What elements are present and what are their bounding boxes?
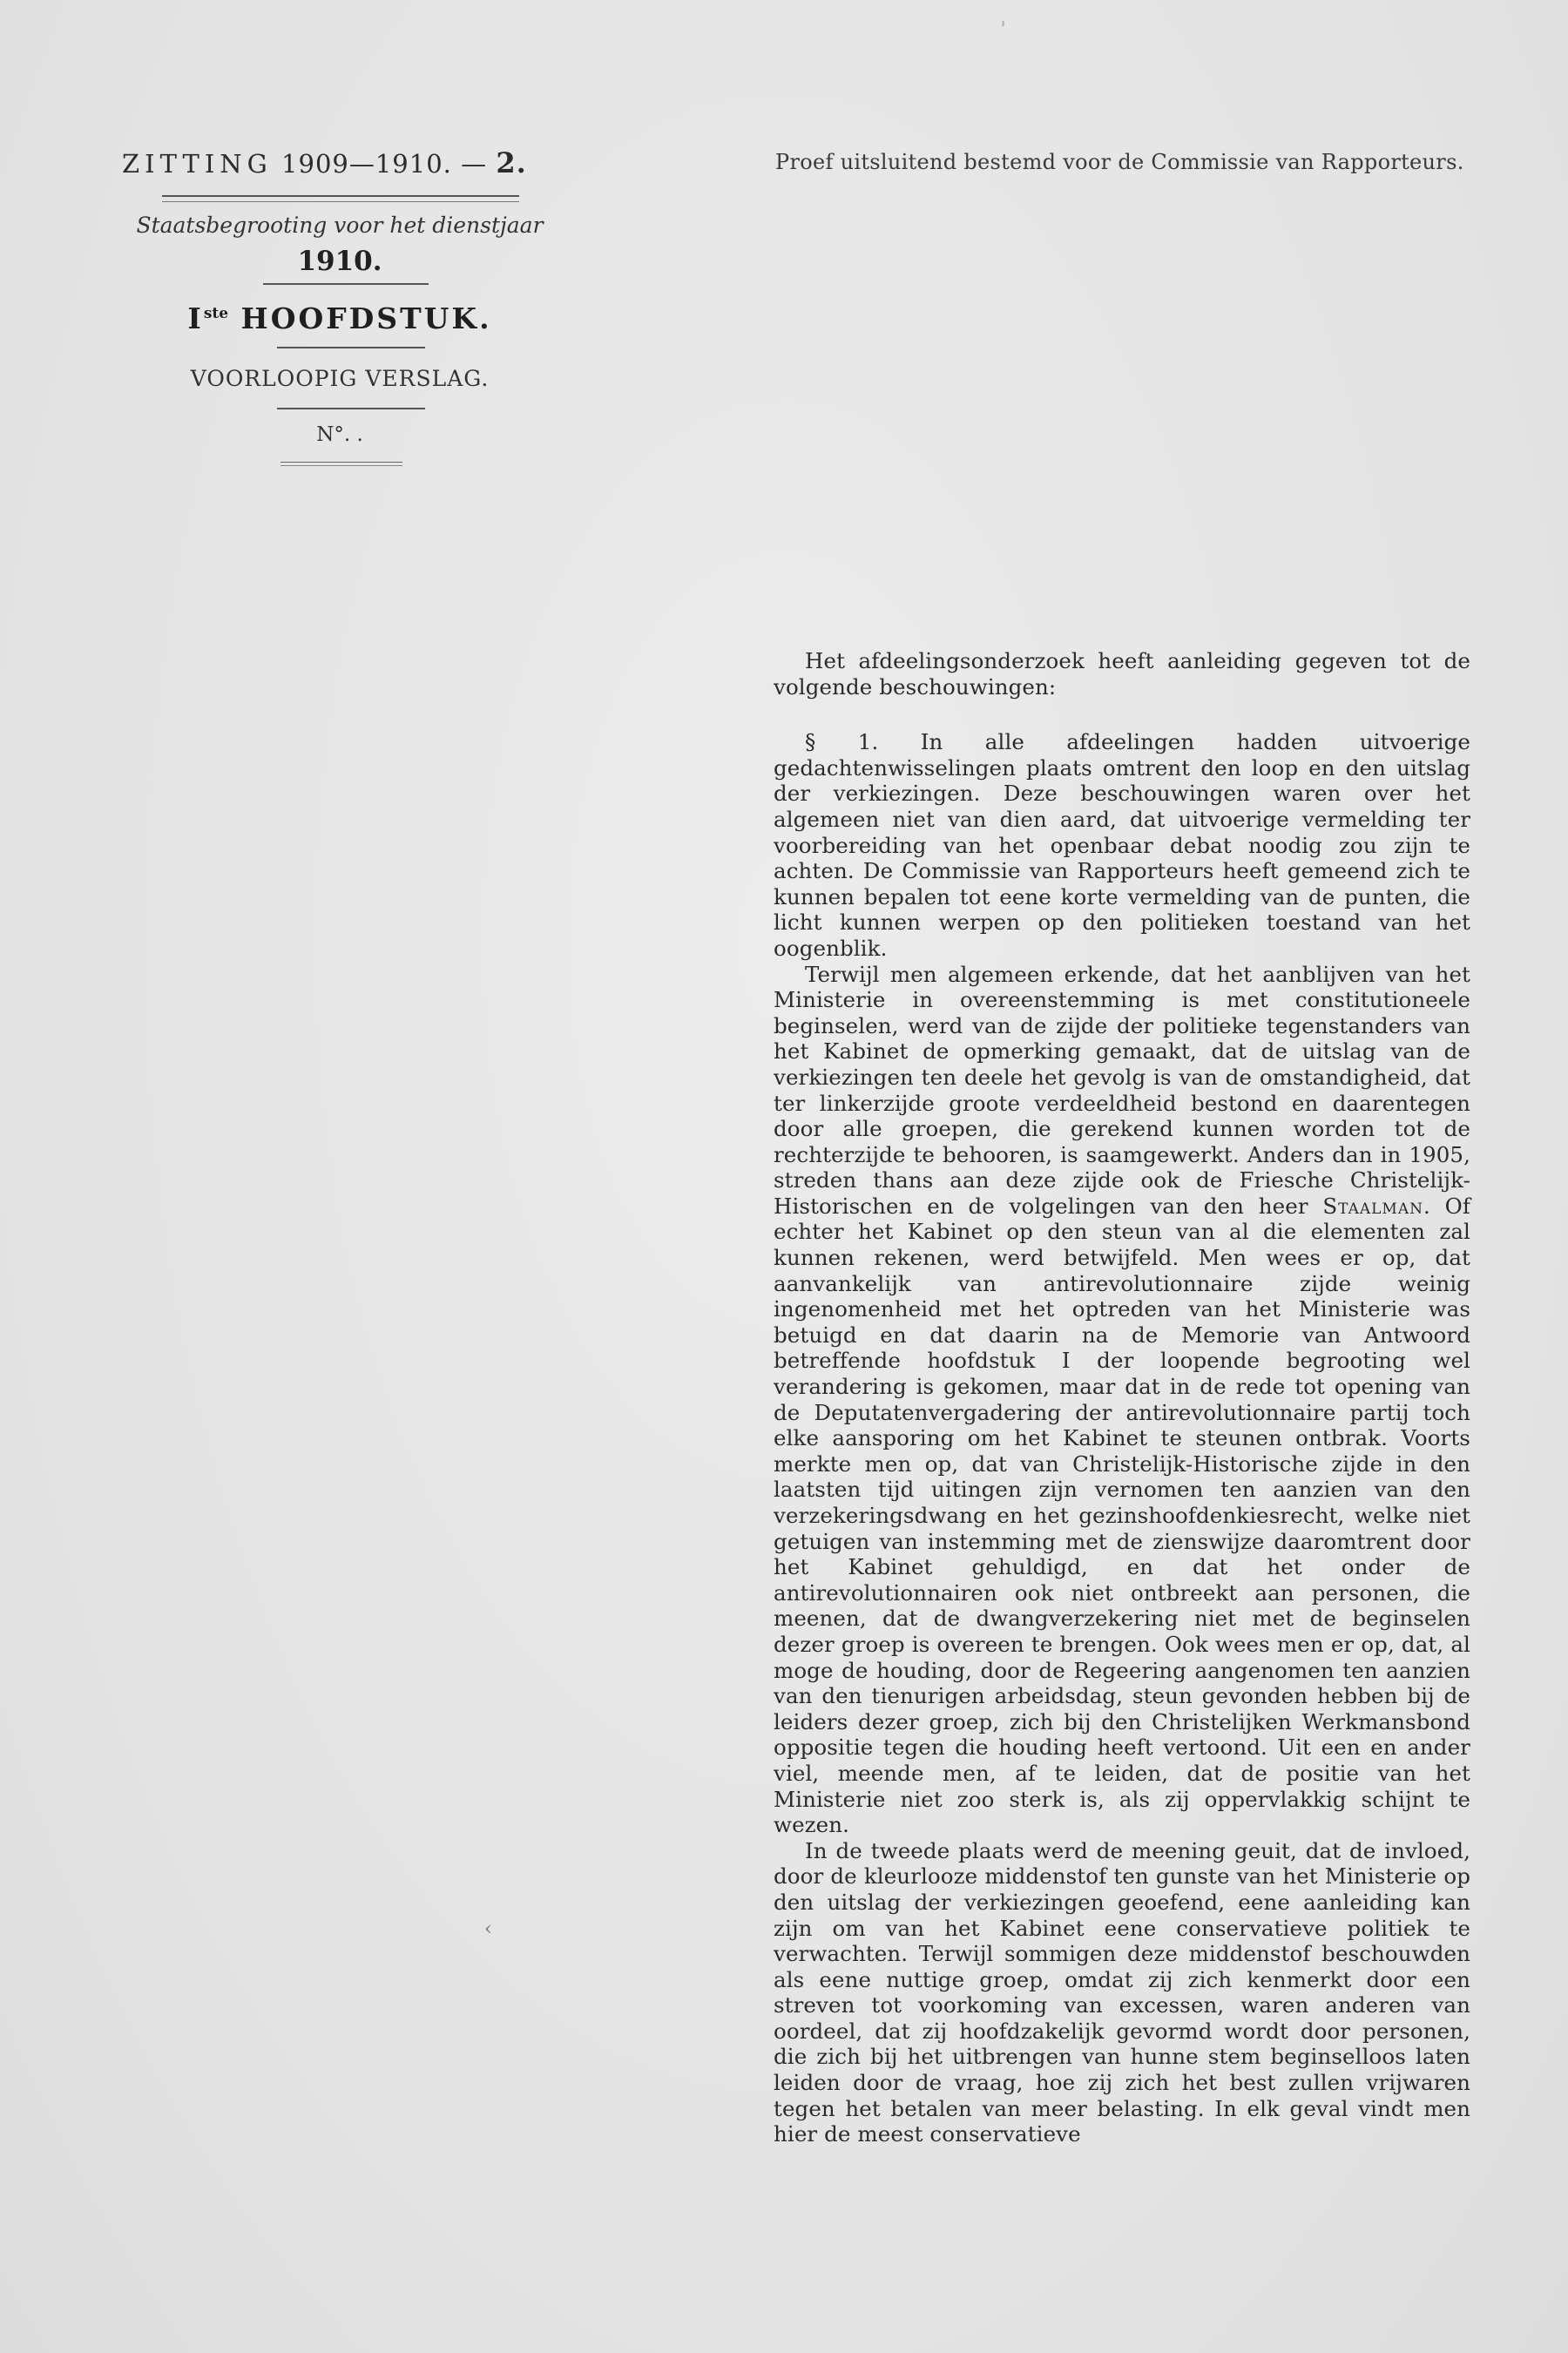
chapter-ordinal: I [187, 301, 204, 335]
paragraph-3: In de tweede plaats werd de meening geuit, dat de invloed, door de kleurlooze middenstof ten gunste van het Ministerie op den uitslag der verkiezingen geoefend, eene aanleiding kan zijn om van het Kabinet eene conservatieve politiek te verwachten. Terwijl sommigen deze middenstof beschouwden als eene nuttige groep, omdat zij zich kenmerkt door een streven tot voorkoming van excessen, waren anderen van oordeel, dat zij hoofdzakelijk gevormd wordt door personen, die zich bij het uitbrengen van hunne stem beginselloos laten leiden door de vraag, hoe zij zich het best zullen vrijwaren tegen het betalen van meer belasting. In elk geval vindt men hier de meest conservatieve [774, 1837, 1470, 2147]
header-rule-1 [263, 283, 429, 285]
paragraph-2-part-a: Terwijl men algemeen erkende, dat het aanblijven van het Ministerie in overeenstemming is met constitutioneele beginselen, werd van de zijde der politieke tegenstanders van het Kabinet de opmerking gemaakt, dat de uitslag van de verkiezingen ten deele het gevolg is van de omstandigheid, dat ter linkerzijde groote verdeeldheid bestond en daarentegen door alle groepen, die gerekend kunnen worden tot de rechterzijde te behooren, is saamgewerkt. Anders dan in 1905, streden thans aan deze zijde ook de Friesche Christelijk-Historischen en de volgelingen van den heer [774, 961, 1470, 1219]
session-number: 2. [496, 146, 527, 179]
header-rule-3 [277, 408, 425, 409]
session-label: ZITTING [122, 149, 273, 179]
budget-year: 1910. [297, 246, 382, 277]
paragraph-2 [774, 962, 1470, 1838]
session-years: 1909—1910. — [272, 149, 497, 179]
report-type: VOORLOOPIG VERSLAG. [190, 366, 490, 391]
budget-subtitle: Staatsbegrooting voor het dienstjaar [136, 213, 544, 238]
paragraph-2-part-b: . Of echter het Kabinet op den steun van al die elementen zal kunnen rekenen, werd betwijfeld. Men wees er op, dat aanvankelijk van antirevolutionnaire zijde weinig ingenomenheid met het optreden van het Ministerie was betuigd en dat daarin na de Memorie van Antwoord betreffende hoofdstuk I der loopende begrooting wel verandering is gekomen, maar dat in de rede tot opening van de Deputatenvergadering der antirevolutionnaire partij toch elke aansporing om het Kabinet te steunen ontbrak. Voorts merkte men op, dat van Christelijk-Historische zijde in den laatsten tijd uitingen zijn vernomen ten aanzien van den verzekeringsdwang en het gezinshoofdenkiesrecht, welke niet getuigen van instemming met de zienswijze daaromtrent door het Kabinet gehuldigd, en dat het onder de antirevolutionnairen ook niet ontbreekt aan personen, die meenen, dat de dwangverzekering niet met de beginselen dezer groep is overeen te brengen. Ook wees men er op, dat, al moge de houding, door de Regeering aangenomen ten aanzien van den tienurigen arbeidsdag, steun gevonden hebben bij de leiders dezer groep, zich bij den Christelijken Werkmansbond oppositie tegen die houding heeft vertoond. Uit een en ander viel, meende men, af te leiden, dat de positie van het Ministerie niet zoo sterk is, als zij oppervlakkig schijnt te wezen. [774, 1193, 1470, 1838]
person-name: Staalman [1322, 1193, 1423, 1219]
scan-speck: ‹ [484, 1918, 492, 1940]
paragraph-1: § 1. In alle afdeelingen hadden uitvoerige gedachtenwisselingen plaats omtrent den loop en den uitslag der verkiezingen. Deze beschouwingen waren over het algemeen niet van dien aard, dat uitvoerige vermelding ter voorbereiding van het openbaar debat noodig zou zijn te achten. De Commissie van Rapporteurs heeft gemeend zich te kunnen bepalen tot eene korte vermelding van de punten, die licht kunnen werpen op den politieken toestand van het oogenblik. [774, 729, 1470, 961]
intro-paragraph: Het afdeelingsonderzoek heeft aanleiding gegeven tot de volgende beschouwingen: [774, 648, 1470, 700]
session-line [122, 146, 558, 179]
chapter-title [122, 301, 558, 335]
chapter-label: HOOFDSTUK. [228, 301, 492, 335]
header-rule-4 [280, 462, 402, 466]
proof-note: Proef uitsluitend bestemd voor de Commissie van Rapporteurs. [775, 150, 1464, 174]
header-double-rule [162, 195, 519, 202]
document-number: N°. . [316, 423, 363, 446]
document-body [774, 648, 1470, 2147]
chapter-ordinal-suffix: ste [203, 305, 229, 322]
header-rule-2 [277, 347, 425, 348]
scan-speck: ˌ [1000, 3, 1007, 30]
